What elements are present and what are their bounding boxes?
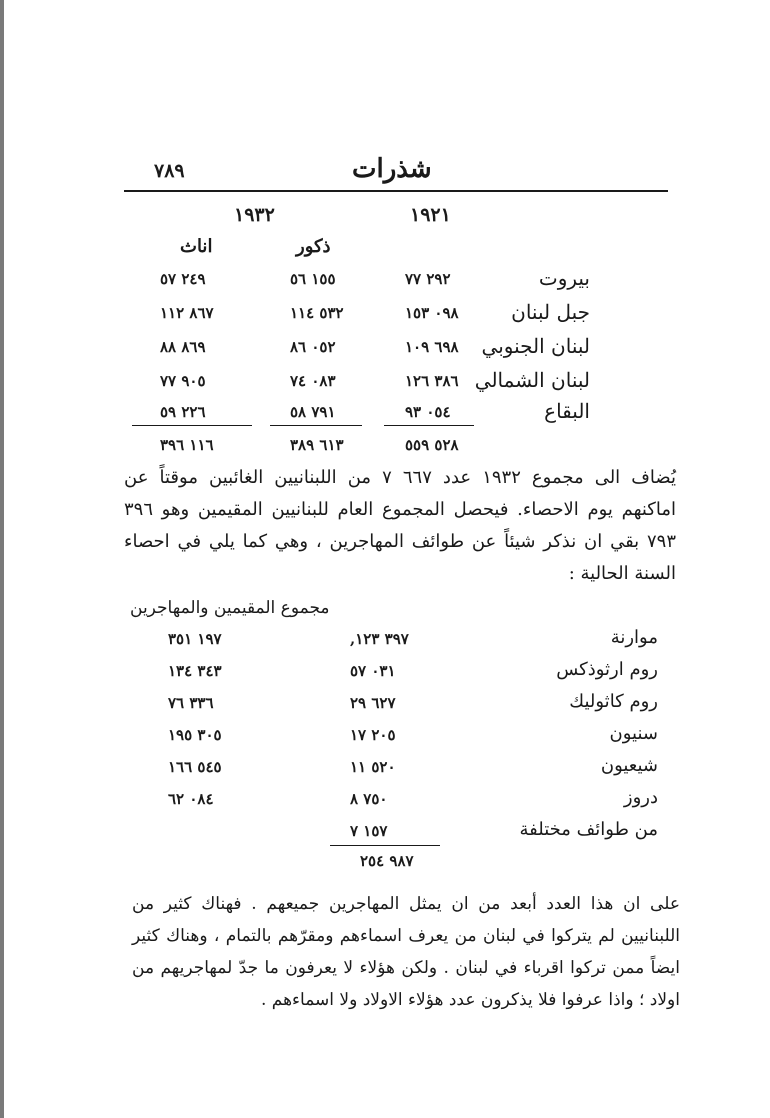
value-male: ٥٣٢ ١١٤ [290, 304, 344, 322]
value-total: ٥٤٥ ١٦٦ [168, 758, 222, 776]
page-title: شذرات [352, 154, 432, 184]
paragraph-text: يُضاف الى مجموع ١٩٣٢ عدد ٦٦٧ ٧ من اللبنانيين الغائبين موقتاً عن اماكنهم يوم الاحصاء. فيحصل المجموع العام للبنانيين المقيمين وهو ٣٩٦ ٧٩٣ بقي ان نذكر شيئاً عن طوائف المهاجرين ، وهي كما يلي في احصاء السنة الحالية : [124, 467, 676, 584]
row-label: موارنة [610, 627, 658, 648]
value-male: ٠٨٣ ٧٤ [290, 372, 336, 390]
male-column-header: ذكور [296, 236, 331, 257]
sum-rule-1921 [384, 425, 474, 426]
page-number: ٧٨٩ [154, 160, 185, 182]
value-female: ٢٢٦ ٥٩ [160, 403, 206, 421]
row-label: روم ارثوذكس [556, 659, 658, 680]
value-male: ١٥٥ ٥٦ [290, 270, 336, 288]
value-total: ١٩٧ ٣٥١ [168, 630, 222, 648]
value-1921: ٠٩٨ ١٥٣ [405, 304, 459, 322]
row-label: من طوائف مختلفة [519, 819, 658, 840]
value-female: ٢٤٩ ٥٧ [160, 270, 206, 288]
row-label: دروز [623, 787, 658, 808]
value-1921: ٦٩٨ ١٠٩ [405, 338, 459, 356]
table2-column-header: مجموع المقيمين والمهاجرين [130, 598, 330, 618]
value-total: ٣٣٦ ٧٦ [168, 694, 214, 712]
sum-rule-emigrants [330, 845, 440, 846]
value-1921: ٢٩٢ ٧٧ [405, 270, 451, 288]
value-total: ٣٠٥ ١٩٥ [168, 726, 222, 744]
value-emigrants: ١٥٧ ٧ [350, 822, 388, 840]
value-female: ٨٦٧ ١١٢ [160, 304, 214, 322]
value-1921: ٠٥٤ ٩٣ [405, 403, 451, 421]
year-1932-header: ١٩٣٢ [234, 204, 275, 226]
header-rule [124, 190, 668, 192]
row-label: جبل لبنان [511, 300, 590, 324]
row-label: روم كاثوليك [569, 691, 658, 712]
row-label: سنيون [609, 723, 658, 744]
row-label: لبنان الشمالي [474, 368, 590, 392]
row-label: بيروت [538, 266, 590, 290]
value-emigrants: ٣٩٧ ١٢٣, [350, 630, 409, 648]
year-1921-header: ١٩٢١ [410, 204, 451, 226]
value-female: ٩٠٥ ٧٧ [160, 372, 206, 390]
value-total: ٠٨٤ ٦٢ [168, 790, 214, 808]
closing-paragraph: على ان هذا العدد أبعد من ان يمثل المهاجرين جميعهم . فهناك كثير من اللبنانيين لم يتركوا في لبنان من يعرف اسماءهم ومقرّهم بالتمام ، وهناك كثير ايضاً ممن تركوا اقرباء في لبنان . ولكن هؤلاء لا يعرفون ما جدّ لمهاجريهم من اولاد ؛ واذا عرفوا فلا يذكرون عدد هؤلاء الاولاد ولا اسماءهم . [132, 894, 680, 1010]
row-label: لبنان الجنوبي [481, 334, 590, 358]
value-emigrants: ٢٠٥ ١٧ [350, 726, 396, 744]
sum-rule-female [132, 425, 252, 426]
value-male: ٠٥٢ ٨٦ [290, 338, 336, 356]
row-label: شيعيون [600, 755, 658, 776]
value-emigrants: ٥٢٠ ١١ [350, 758, 396, 776]
value-female: ٨٦٩ ٨٨ [160, 338, 206, 356]
value-emigrants: ٠٣١ ٥٧ [350, 662, 396, 680]
value-emigrants: ٧٥٠ ٨ [350, 790, 388, 808]
female-column-header: اناث [180, 236, 213, 257]
total-1921: ٥٢٨ ٥٥٩ [405, 436, 459, 454]
total-female: ١١٦ ٣٩٦ [160, 436, 214, 454]
value-total: ٣٤٣ ١٣٤ [168, 662, 222, 680]
scan-left-edge [0, 0, 4, 1118]
row-label: البقاع [544, 399, 590, 423]
sum-rule-male [270, 425, 362, 426]
value-emigrants: ٦٢٧ ٢٩ [350, 694, 396, 712]
value-male: ٧٩١ ٥٨ [290, 403, 336, 421]
total-male: ٦١٣ ٣٨٩ [290, 436, 344, 454]
total-emigrants: ٩٨٧ ٢٥٤ [360, 852, 414, 870]
value-1921: ٣٨٦ ١٢٦ [405, 372, 459, 390]
